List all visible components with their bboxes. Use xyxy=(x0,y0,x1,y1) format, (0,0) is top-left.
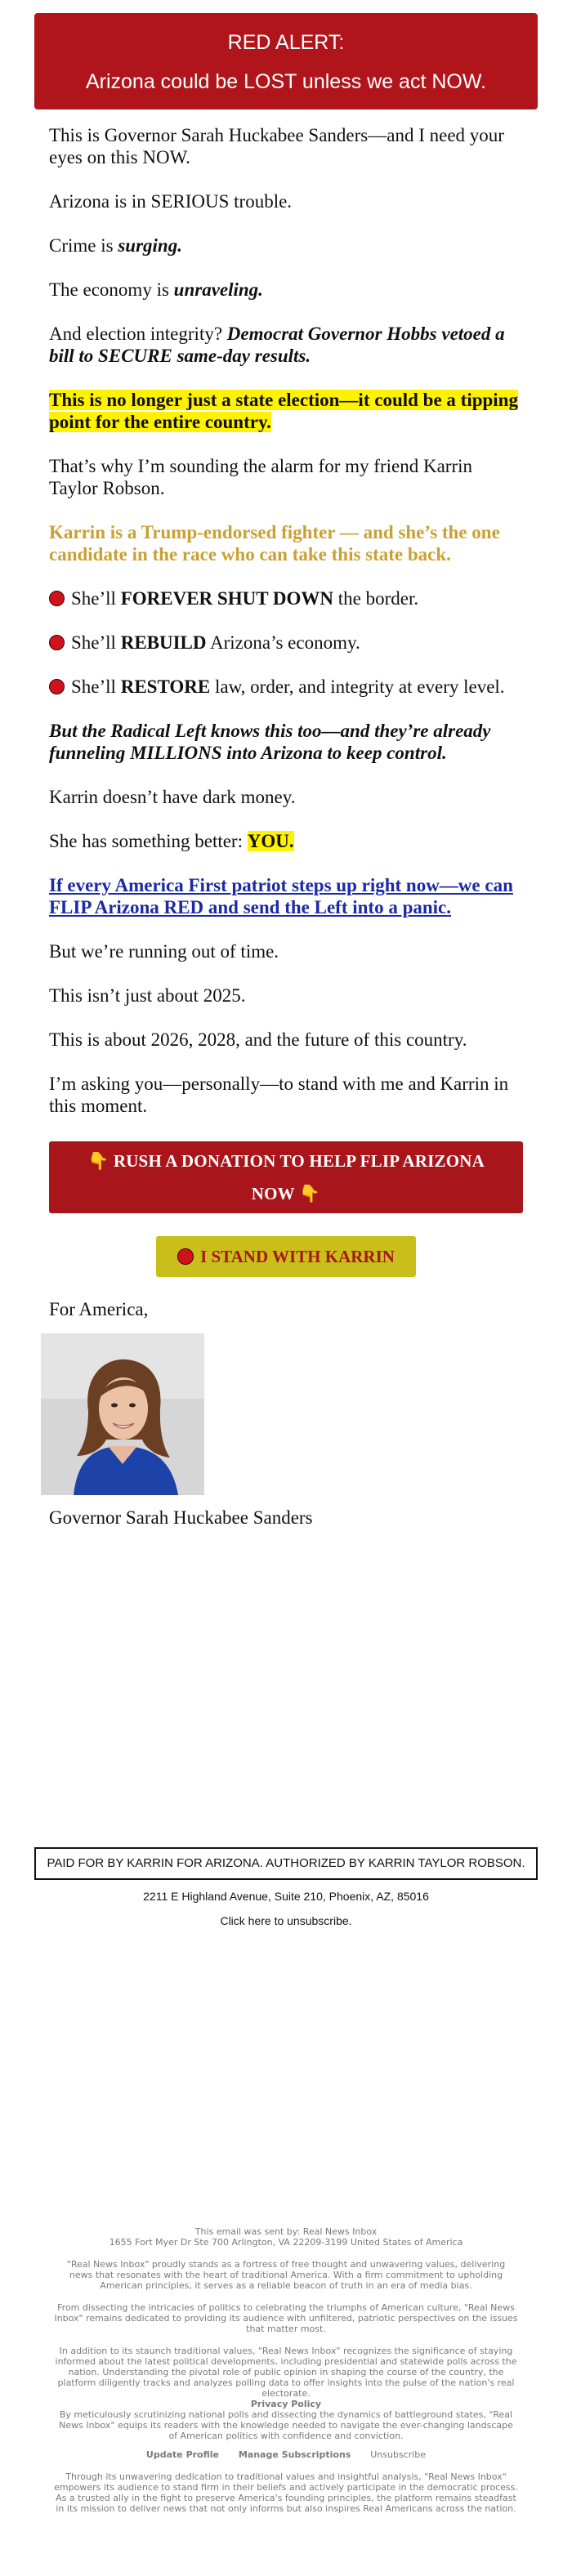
dark-money-paragraph: Karrin doesn’t have dark money. xyxy=(49,787,296,807)
crime-paragraph xyxy=(49,234,523,257)
footer-paragraph-4: By meticulously scrutinizing national polls and dissecting the dynamics of battleground states, "Real News Inbox" equips its readers with the knowledge needed to navigate the ever-changing landscape of American politics with confidence and conviction. xyxy=(59,2409,513,2441)
footer-paragraph-1: "Real News Inbox" proudly stands as a fortress of free thought and unwavering values, delivering news that resonates with the heart of traditional America. With a firm commitment to upholding American principles, it serves as a reliable beacon of truth in an era of media bias. xyxy=(66,2259,506,2291)
running-out-paragraph: But we’re running out of time. xyxy=(49,941,279,962)
intro-paragraph: This is Governor Sarah Huckabee Sanders—and I need your eyes on this NOW. xyxy=(49,125,504,167)
bullet-economy-end: Arizona’s economy. xyxy=(206,632,360,653)
about-2025-paragraph: This isn’t just about 2025. xyxy=(49,985,246,1006)
email-body xyxy=(25,124,547,1529)
red-circle-icon xyxy=(49,591,65,606)
footer-paragraph-5: Through its unwavering dedication to traditional values and insightful analysis, "Real News Inbox" empowers its audience to stand firm in their beliefs and actively participate in the democratic process. As a trusted ally in the fight to preserve America's founding principles, the platform remains steadfast in its mission to deliver news that not only informs but also inspires Real Americans across the nation. xyxy=(54,2471,518,2514)
bullet-economy-strong: REBUILD xyxy=(120,632,207,653)
bullet-law-strong: RESTORE xyxy=(120,676,211,697)
alarm-paragraph: That’s why I’m sounding the alarm for my friend Karrin Taylor Robson. xyxy=(49,456,473,498)
footer-unsubscribe-link[interactable]: Unsubscribe xyxy=(370,2449,427,2460)
footer-paragraph-2: From dissecting the intricacies of politics to celebrating the triumphs of American culture, "Real News Inbox" remains dedicated to providing its audience with unfiltered, patriotic perspectives on the issues that matter most. xyxy=(54,2302,518,2334)
flip-arizona-link[interactable]: If every America First patriot steps up right now—we can FLIP Arizona RED and send the Left into a panic. xyxy=(49,875,513,917)
bullet-border-end: the border. xyxy=(333,588,419,609)
alert-subtitle: Arizona could be LOST unless we act NOW. xyxy=(85,70,487,93)
portrait-illustration xyxy=(41,1333,204,1495)
signature-name: Governor Sarah Huckabee Sanders xyxy=(49,1507,313,1528)
bullet-law-text: She’ll xyxy=(71,676,121,697)
bullet-border xyxy=(49,587,523,609)
bullet-law-order xyxy=(49,676,523,698)
flip-arizona-paragraph xyxy=(49,874,523,918)
paid-for-disclaimer: PAID FOR BY KARRIN FOR ARIZONA. AUTHORIZED BY KARRIN TAYLOR ROBSON. xyxy=(34,1847,538,1880)
bullet-border-strong: FOREVER SHUT DOWN xyxy=(120,588,333,609)
election-text: And election integrity? xyxy=(49,324,227,344)
serious-trouble-paragraph: Arizona is in SERIOUS trouble. xyxy=(49,191,293,212)
stand-with-karrin-button[interactable] xyxy=(156,1236,416,1277)
radical-left-paragraph xyxy=(49,720,523,764)
bullet-border-text: She’ll xyxy=(71,588,121,609)
campaign-address: 2211 E Highland Avenue, Suite 210, Phoenix, AZ, 85016 xyxy=(143,1890,429,1903)
update-profile-link[interactable]: Update Profile xyxy=(145,2449,220,2460)
sent-by-text: This email was sent by: Real News Inbox xyxy=(194,2226,378,2237)
radical-left-emphasis: But the Radical Left knows this too—and they’re already funneling MILLIONS into Arizona to keep control. xyxy=(49,721,491,763)
karrin-endorsement-paragraph: Karrin is a Trump-endorsed fighter — and she’s the one candidate in the race who can take this state back. xyxy=(49,522,500,565)
future-paragraph: This is about 2026, 2028, and the future of this country. xyxy=(49,1029,467,1050)
email-container xyxy=(25,13,547,2514)
something-better-paragraph xyxy=(49,830,523,852)
signoff: For America, xyxy=(49,1299,149,1319)
manage-subscriptions-link[interactable]: Manage Subscriptions xyxy=(238,2449,351,2460)
crime-text: Crime is xyxy=(49,235,118,256)
election-paragraph xyxy=(49,323,523,367)
red-alert-banner xyxy=(34,13,538,109)
bullet-economy-text: She’ll xyxy=(71,632,121,653)
stand-with-karrin-label: I STAND WITH KARRIN xyxy=(200,1247,395,1266)
email-footer xyxy=(25,2226,547,2514)
privacy-policy-link[interactable]: Privacy Policy xyxy=(250,2399,322,2409)
tipping-point-highlight: This is no longer just a state election—it could be a tipping point for the entire country. xyxy=(49,390,518,432)
rush-donation-button[interactable]: 👇 RUSH A DONATION TO HELP FLIP ARIZONA NOW 👇 xyxy=(49,1141,523,1213)
sender-address: 1655 Fort Myer Dr Ste 700 Arlington, VA 22209-3199 United States of America xyxy=(109,2237,463,2248)
tipping-point-paragraph xyxy=(49,389,523,433)
red-circle-icon xyxy=(49,679,65,694)
you-highlight: YOU. xyxy=(247,831,294,851)
election-emphasis: Democrat Governor Hobbs vetoed a bill to SECURE same-day results. xyxy=(49,324,505,366)
crime-emphasis: surging. xyxy=(118,235,182,256)
something-better-text: She has something better: xyxy=(49,831,248,851)
personal-ask-paragraph: I’m asking you—personally—to stand with me and Karrin in this moment. xyxy=(49,1074,509,1116)
signer-portrait-photo xyxy=(41,1333,204,1495)
red-circle-icon xyxy=(49,635,65,650)
bullet-law-end: law, order, and integrity at every level. xyxy=(210,676,505,697)
red-circle-icon xyxy=(177,1248,194,1265)
economy-text: The economy is xyxy=(49,279,174,300)
economy-paragraph xyxy=(49,279,523,301)
footer-links xyxy=(54,2449,518,2460)
bullet-economy xyxy=(49,632,523,654)
campaign-unsubscribe-link[interactable]: Click here to unsubscribe. xyxy=(220,1914,352,1927)
alert-title: RED ALERT: xyxy=(227,31,345,54)
footer-paragraph-3: In addition to its staunch traditional values, "Real News Inbox" recognizes the significance of staying informed about the latest political developments, including presidential and statewide polls across the nation. Understanding the pivotal role of public opinion in shaping the course of the country, the platform diligently tracks and analyzes polling data to offer insights into the pulse of the nation's real electorate. xyxy=(55,2346,517,2399)
economy-emphasis: unraveling. xyxy=(173,279,263,300)
